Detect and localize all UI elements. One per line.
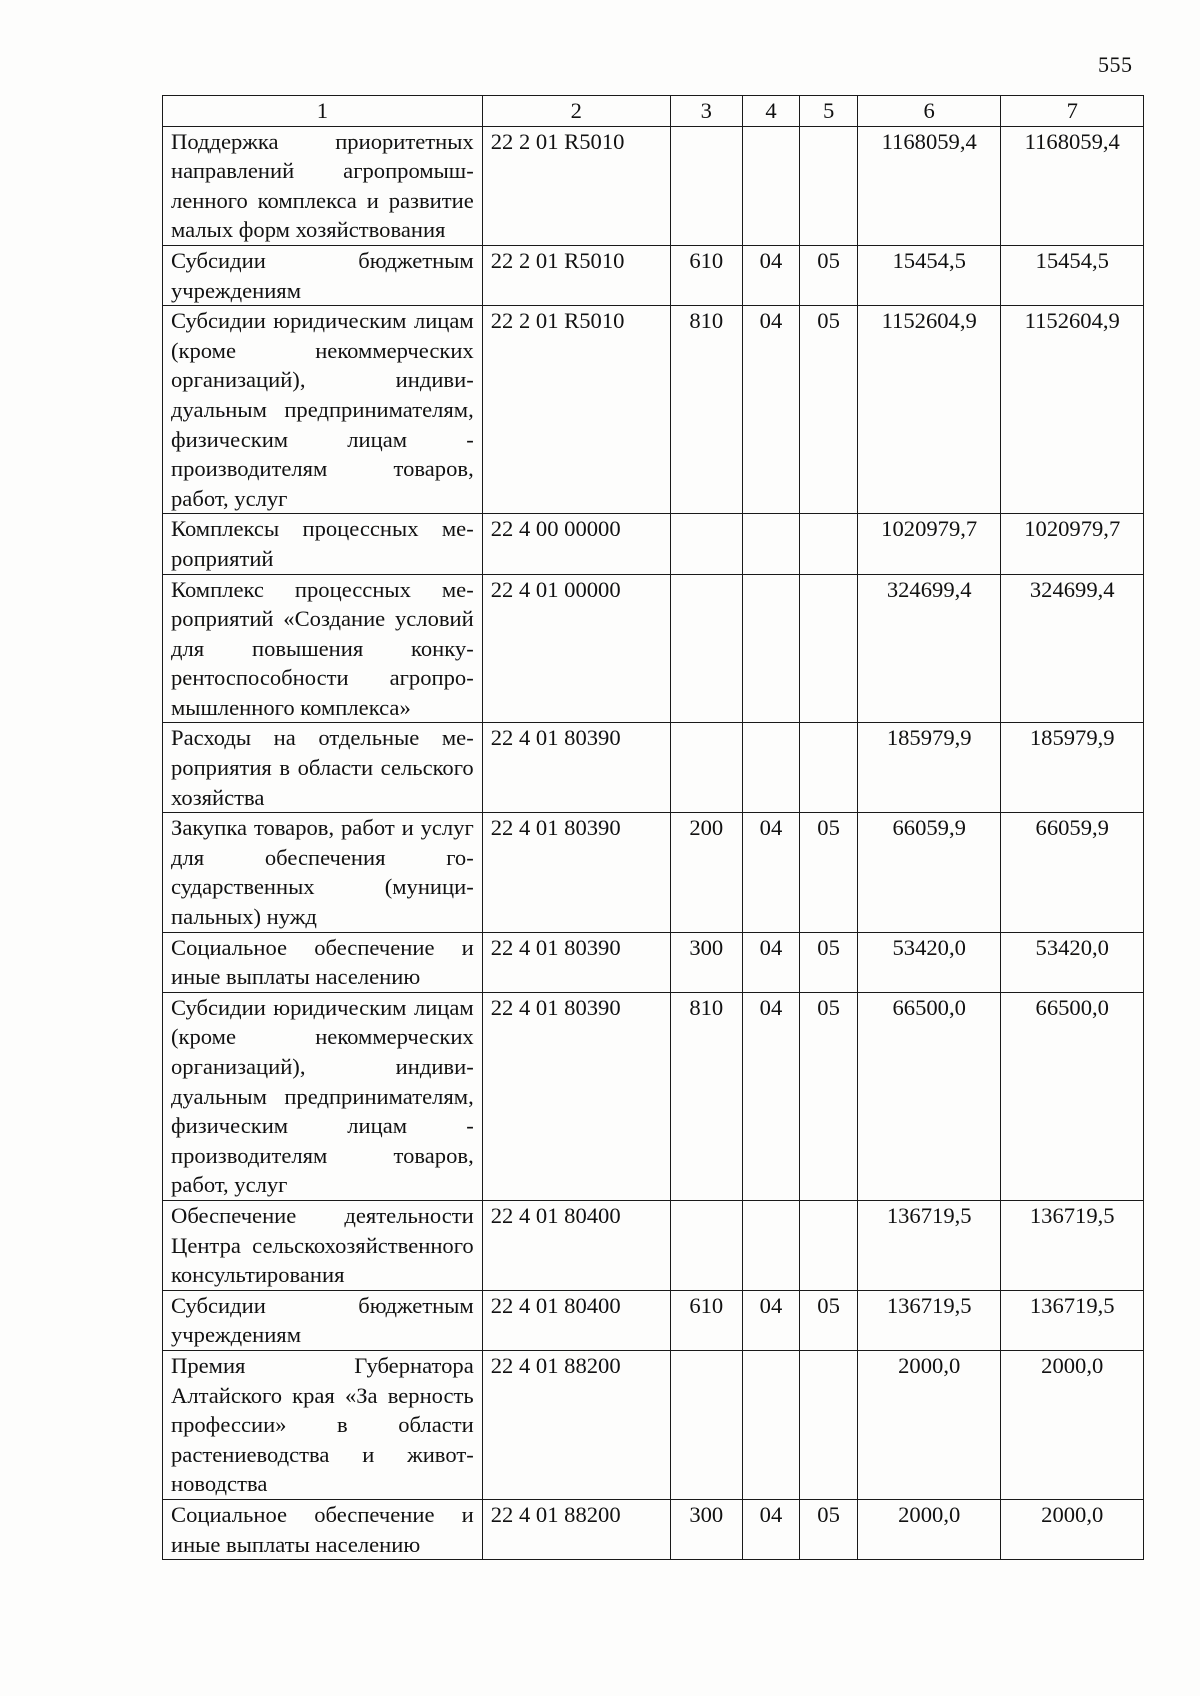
table-row xyxy=(163,723,1144,813)
table-row xyxy=(163,574,1144,723)
row-name-cell: Субсидии бюджетным учреждениям xyxy=(163,1290,483,1350)
row-amount-cell: 136719,5 xyxy=(1001,1200,1144,1290)
row-pr-cell xyxy=(800,723,858,813)
column-header: 4 xyxy=(742,96,800,127)
row-amount-cell: 324699,4 xyxy=(1001,574,1144,723)
column-header: 3 xyxy=(670,96,742,127)
row-code-cell: 22 4 01 80390 xyxy=(482,992,670,1200)
table-row xyxy=(163,514,1144,574)
row-amount-cell: 15454,5 xyxy=(857,245,1001,305)
row-rz-cell: 04 xyxy=(742,1499,800,1559)
row-pr-cell: 05 xyxy=(800,1290,858,1350)
row-kvr-cell xyxy=(670,574,742,723)
row-amount-cell: 136719,5 xyxy=(857,1290,1001,1350)
row-name-cell: Субсидии бюджетным учреждениям xyxy=(163,245,483,305)
budget-table xyxy=(162,95,1144,1560)
row-amount-cell: 2000,0 xyxy=(1001,1350,1144,1499)
row-code-cell: 22 4 01 00000 xyxy=(482,574,670,723)
row-pr-cell xyxy=(800,514,858,574)
row-kvr-cell: 200 xyxy=(670,813,742,932)
row-code-cell: 22 4 01 80390 xyxy=(482,723,670,813)
row-code-cell: 22 4 01 80400 xyxy=(482,1200,670,1290)
row-code-cell: 22 2 01 R5010 xyxy=(482,126,670,245)
row-rz-cell xyxy=(742,1350,800,1499)
row-amount-cell: 1152604,9 xyxy=(1001,306,1144,514)
row-name-cell: Обеспечение деятельности Центра сельскохозяйственного консультирования xyxy=(163,1200,483,1290)
table-row xyxy=(163,1350,1144,1499)
column-header: 2 xyxy=(482,96,670,127)
row-rz-cell xyxy=(742,723,800,813)
row-rz-cell: 04 xyxy=(742,932,800,992)
row-name-cell: Закупка товаров, работ и услуг для обеспечения государственных (муниципальных) нужд xyxy=(163,813,483,932)
row-amount-cell: 66500,0 xyxy=(1001,992,1144,1200)
row-rz-cell xyxy=(742,126,800,245)
table-row xyxy=(163,306,1144,514)
row-name-cell: Субсидии юридическим лицам (кроме некоммерческих организаций), индивидуальным предпринимателям, физическим лицам - производителям товаров, работ, услуг xyxy=(163,992,483,1200)
row-code-cell: 22 4 01 80400 xyxy=(482,1290,670,1350)
row-pr-cell xyxy=(800,574,858,723)
row-amount-cell: 1168059,4 xyxy=(1001,126,1144,245)
row-code-cell: 22 4 01 88200 xyxy=(482,1499,670,1559)
row-code-cell: 22 2 01 R5010 xyxy=(482,245,670,305)
row-amount-cell: 66059,9 xyxy=(1001,813,1144,932)
row-kvr-cell xyxy=(670,514,742,574)
row-code-cell: 22 4 01 80390 xyxy=(482,932,670,992)
row-amount-cell: 53420,0 xyxy=(1001,932,1144,992)
row-amount-cell: 66500,0 xyxy=(857,992,1001,1200)
row-kvr-cell: 300 xyxy=(670,932,742,992)
row-code-cell: 22 2 01 R5010 xyxy=(482,306,670,514)
row-pr-cell: 05 xyxy=(800,306,858,514)
row-amount-cell: 1152604,9 xyxy=(857,306,1001,514)
table-row xyxy=(163,932,1144,992)
row-name-cell: Социальное обеспечение и иные выплаты населению xyxy=(163,932,483,992)
row-pr-cell: 05 xyxy=(800,932,858,992)
row-kvr-cell xyxy=(670,1200,742,1290)
table-row xyxy=(163,245,1144,305)
row-name-cell: Комплекс процессных мероприятий «Создание условий для повышения конкурентоспособности агропромышленного комплекса» xyxy=(163,574,483,723)
row-pr-cell: 05 xyxy=(800,1499,858,1559)
row-name-cell: Премия Губернатора Алтайского края «За верность профессии» в области растениеводства и животноводства xyxy=(163,1350,483,1499)
table-row xyxy=(163,992,1144,1200)
row-rz-cell: 04 xyxy=(742,306,800,514)
table-body xyxy=(163,126,1144,1560)
row-amount-cell: 1020979,7 xyxy=(1001,514,1144,574)
row-amount-cell: 324699,4 xyxy=(857,574,1001,723)
row-code-cell: 22 4 01 88200 xyxy=(482,1350,670,1499)
row-amount-cell: 185979,9 xyxy=(1001,723,1144,813)
row-pr-cell xyxy=(800,126,858,245)
row-rz-cell: 04 xyxy=(742,813,800,932)
row-kvr-cell: 610 xyxy=(670,1290,742,1350)
row-rz-cell: 04 xyxy=(742,245,800,305)
row-kvr-cell xyxy=(670,723,742,813)
header-row xyxy=(163,96,1144,127)
row-kvr-cell: 810 xyxy=(670,306,742,514)
table-row xyxy=(163,1200,1144,1290)
column-header: 7 xyxy=(1001,96,1144,127)
row-code-cell: 22 4 01 80390 xyxy=(482,813,670,932)
table-row xyxy=(163,1290,1144,1350)
row-amount-cell: 66059,9 xyxy=(857,813,1001,932)
column-header: 6 xyxy=(857,96,1001,127)
row-pr-cell xyxy=(800,1350,858,1499)
row-amount-cell: 1020979,7 xyxy=(857,514,1001,574)
row-name-cell: Социальное обеспечение и иные выплаты населению xyxy=(163,1499,483,1559)
table-row xyxy=(163,813,1144,932)
column-header: 1 xyxy=(163,96,483,127)
row-kvr-cell: 610 xyxy=(670,245,742,305)
row-amount-cell: 15454,5 xyxy=(1001,245,1144,305)
row-amount-cell: 1168059,4 xyxy=(857,126,1001,245)
row-rz-cell xyxy=(742,574,800,723)
column-header: 5 xyxy=(800,96,858,127)
row-name-cell: Субсидии юридическим лицам (кроме некоммерческих организаций), индивидуальным предпринимателям, физическим лицам - производителям товаров, работ, услуг xyxy=(163,306,483,514)
row-pr-cell: 05 xyxy=(800,813,858,932)
row-code-cell: 22 4 00 00000 xyxy=(482,514,670,574)
row-rz-cell xyxy=(742,1200,800,1290)
row-amount-cell: 53420,0 xyxy=(857,932,1001,992)
row-amount-cell: 2000,0 xyxy=(1001,1499,1144,1559)
row-kvr-cell: 810 xyxy=(670,992,742,1200)
row-name-cell: Поддержка приоритетных направлений агропромышленного комплекса и развитие малых форм хозяйствования xyxy=(163,126,483,245)
row-kvr-cell: 300 xyxy=(670,1499,742,1559)
page-number: 555 xyxy=(1098,52,1133,77)
row-name-cell: Расходы на отдельные мероприятия в области сельского хозяйства xyxy=(163,723,483,813)
row-pr-cell: 05 xyxy=(800,992,858,1200)
table-row xyxy=(163,1499,1144,1559)
row-rz-cell: 04 xyxy=(742,992,800,1200)
row-amount-cell: 185979,9 xyxy=(857,723,1001,813)
row-rz-cell: 04 xyxy=(742,1290,800,1350)
row-pr-cell: 05 xyxy=(800,245,858,305)
row-kvr-cell xyxy=(670,126,742,245)
table-row xyxy=(163,126,1144,245)
row-rz-cell xyxy=(742,514,800,574)
row-name-cell: Комплексы процессных мероприятий xyxy=(163,514,483,574)
row-pr-cell xyxy=(800,1200,858,1290)
row-amount-cell: 2000,0 xyxy=(857,1350,1001,1499)
row-amount-cell: 136719,5 xyxy=(857,1200,1001,1290)
row-kvr-cell xyxy=(670,1350,742,1499)
row-amount-cell: 2000,0 xyxy=(857,1499,1001,1559)
row-amount-cell: 136719,5 xyxy=(1001,1290,1144,1350)
